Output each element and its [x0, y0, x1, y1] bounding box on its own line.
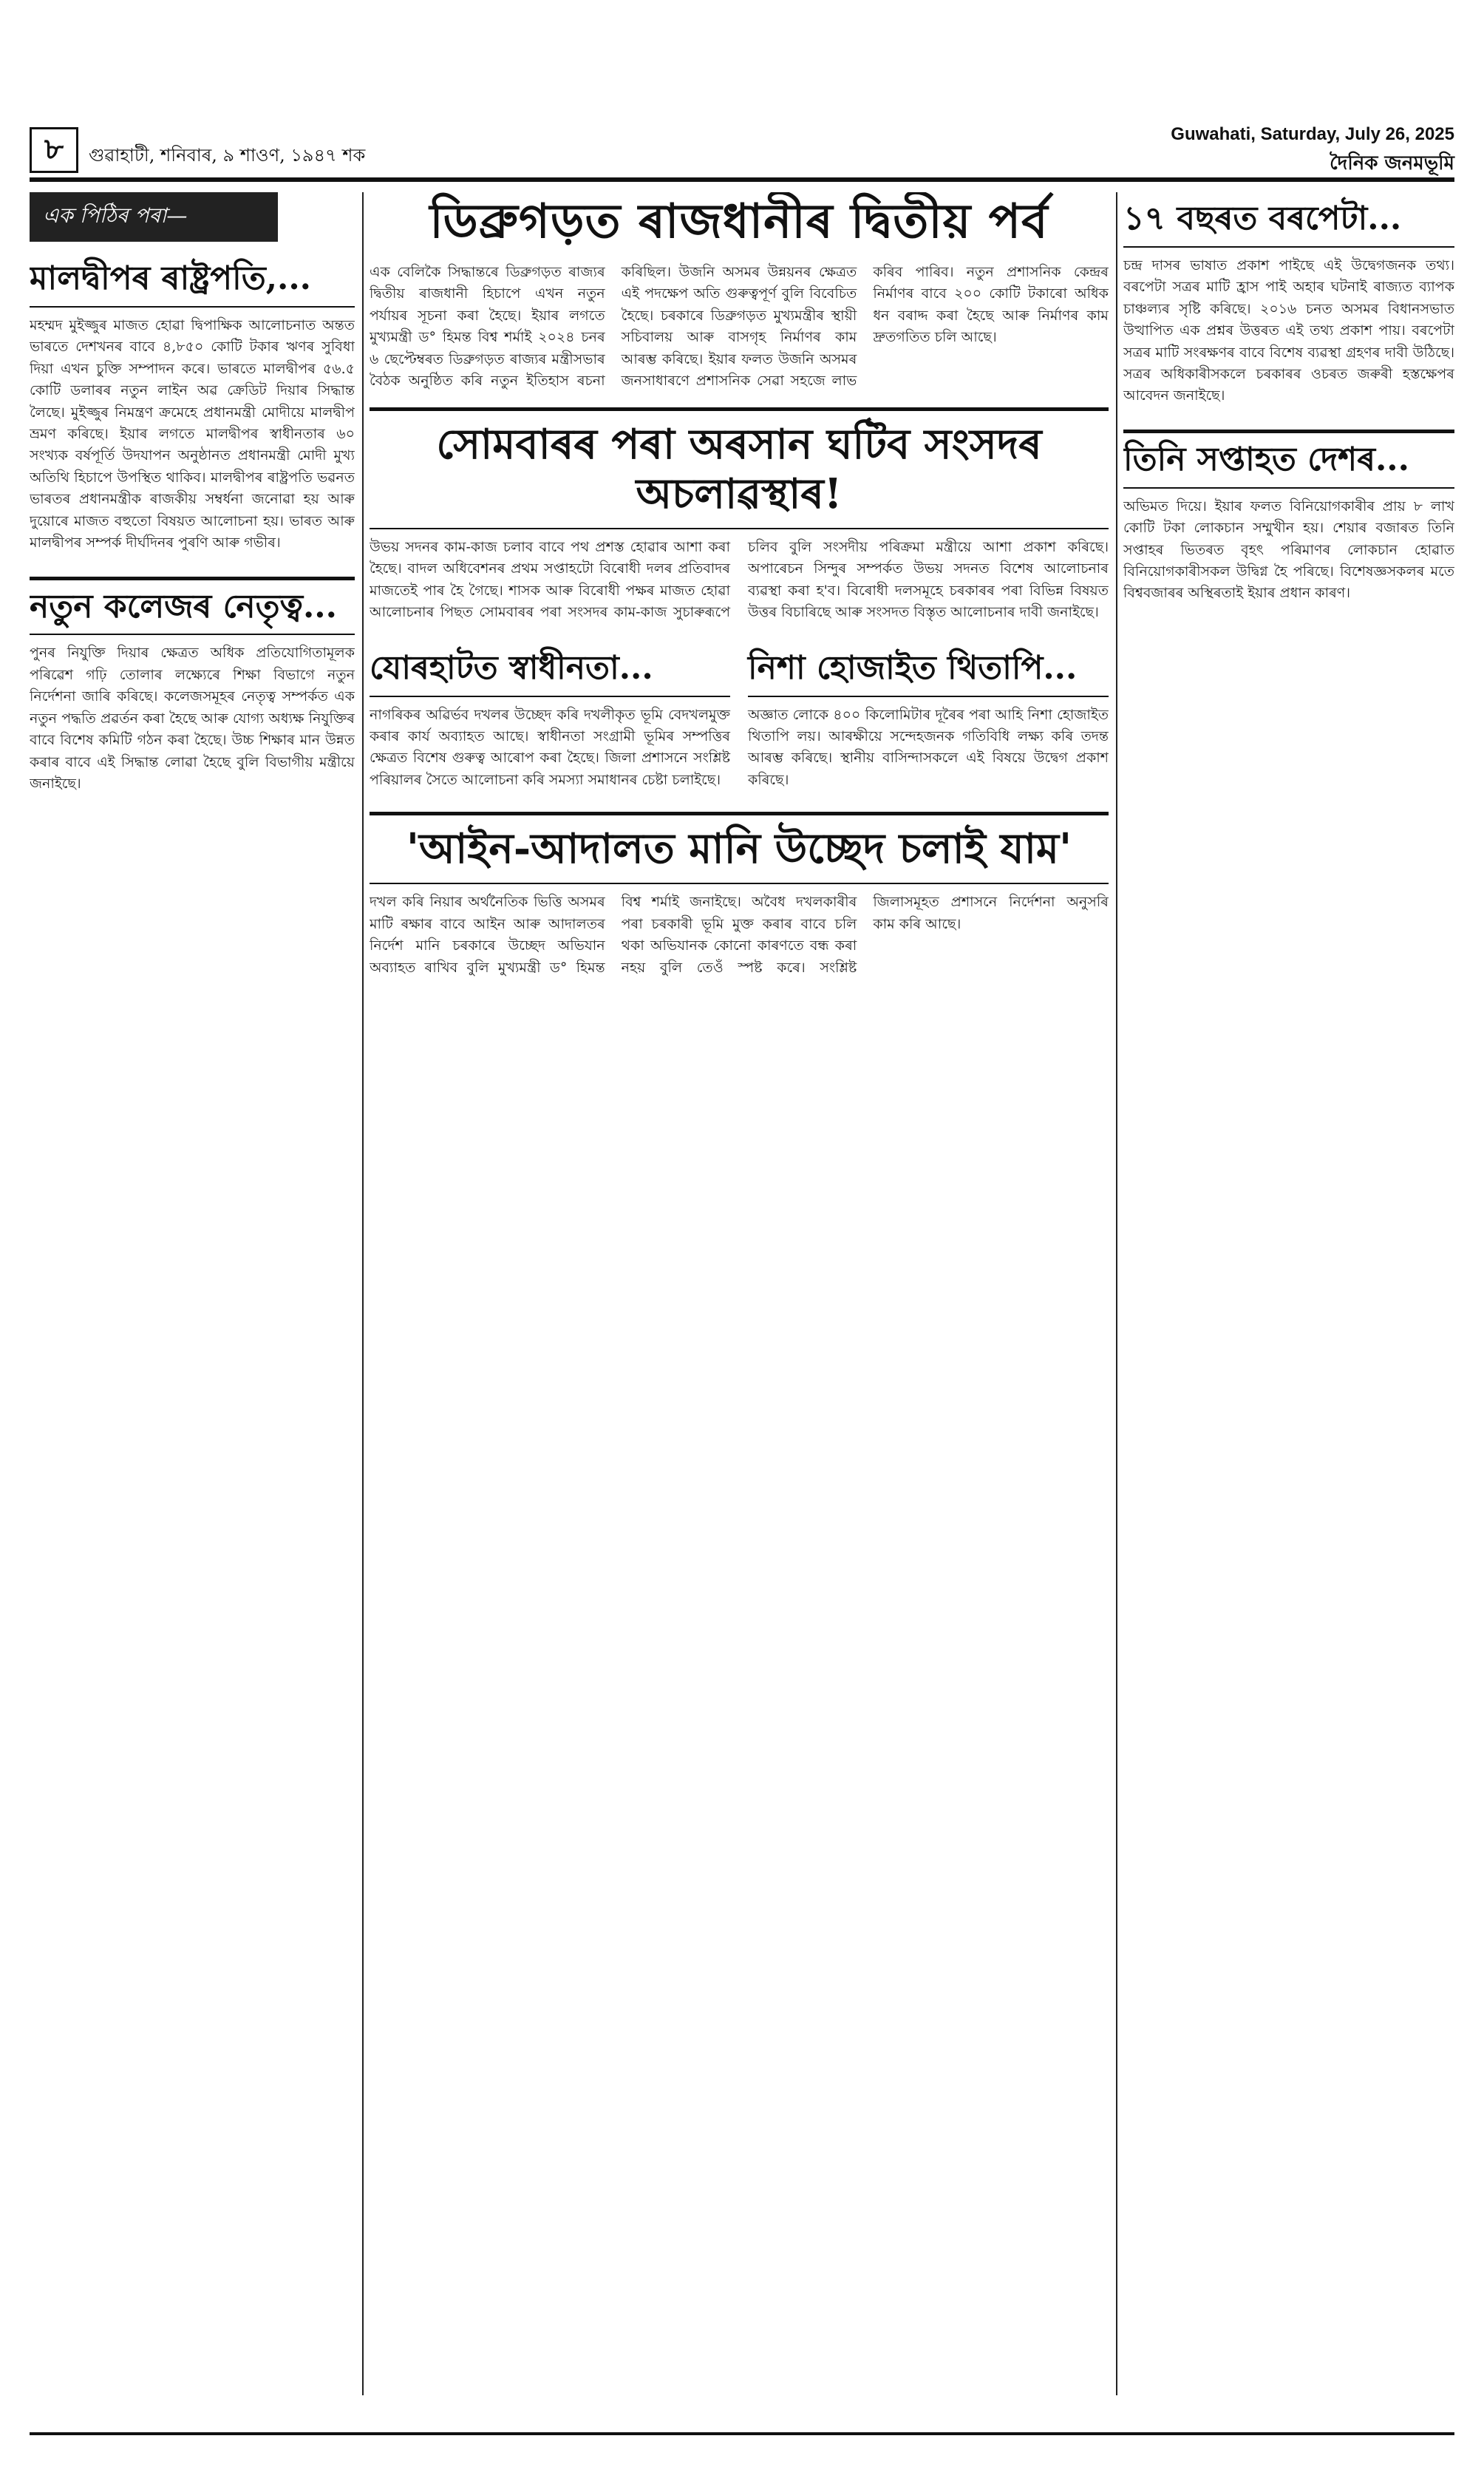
story-market-headline: তিনি সপ্তাহত দেশৰ...: [1123, 440, 1409, 478]
divider: [1123, 487, 1454, 489]
story-jorhat: [370, 642, 730, 798]
lead-body: এক বেলিকৈ সিদ্ধান্তৰে ডিব্ৰুগড়ত ৰাজ্যৰ দ্বিতীয় ৰাজধানী হিচাপে এখন নতুন পৰ্যায়ৰ সূচনা কৰা হৈছে। ইয়াৰ লগতে মুখ্যমন্ত্ৰী ড° হিমন্ত বিশ্ব শৰ্মাই ২০২৪ চনৰ ৬ ছেপ্টেম্বৰত ডিব্ৰুগড়ত ৰাজ্যৰ মন্ত্ৰীসভাৰ বৈঠক অনুষ্ঠিত কৰি নতুন ইতিহাস ৰচনা কৰিছিল। উজনি অসমৰ উন্নয়নৰ ক্ষেত্ৰত এই পদক্ষেপ অতি গুৰুত্বপূৰ্ণ বুলি বিবেচিত হৈছে। চৰকাৰে ডিব্ৰুগড়ত মুখ্যমন্ত্ৰীৰ স্থায়ী সচিবালয় আৰু বাসগৃহ নিৰ্মাণৰ কাম আৰম্ভ কৰিছে। ইয়াৰ ফলত উজনি অসমৰ জনসাধাৰণে প্ৰশাসনিক সেৱা সহজে লাভ কৰিব পাৰিব। নতুন প্ৰশাসনিক কেন্দ্ৰৰ নিৰ্মাণৰ বাবে ২০০ কোটি টকাৰো অধিক ধন বৰাদ্দ কৰা হৈছে আৰু নিৰ্মাণৰ কাম দ্ৰুতগতিত চলি আছে।: [370, 264, 1109, 390]
divider: [370, 407, 1109, 411]
divider: [30, 634, 355, 635]
column-divider: [1116, 192, 1117, 2395]
date-english: Guwahati, Saturday, July 26, 2025: [1171, 124, 1454, 144]
divider: [370, 696, 730, 697]
story-maldives-headline: মালদ্বীপৰ ৰাষ্ট্ৰপতি,...: [30, 259, 311, 297]
lead-body-columns: [370, 262, 1109, 393]
lead-headline: ডিব্ৰুগড়ত ৰাজধানীৰ দ্বিতীয় পৰ্ব: [429, 194, 1049, 249]
divider: [370, 883, 1109, 884]
story-college-body: পুনৰ নিযুক্তি দিয়াৰ ক্ষেত্ৰত অধিক প্ৰতিযোগিতামূলক পৰিৱেশ গঢ়ি তোলাৰ লক্ষ্যেৰে শিক্ষা বিভাগে নতুন নিৰ্দেশনা জাৰি কৰিছে। কলেজসমূহৰ নেতৃত্ব সম্পৰ্কত এক নতুন পদ্ধতি প্ৰৱৰ্তন কৰা হৈছে আৰু যোগ্য অধ্যক্ষ নিযুক্তিৰ বাবে বিশেষ কমিটি গঠন কৰা হৈছে। উচ্চ শিক্ষাৰ মান উন্নত কৰাৰ বাবে এই সিদ্ধান্ত লোৱা হৈছে বুলি বিভাগীয় মন্ত্ৰীয়ে জনাইছে।: [30, 645, 355, 793]
story-nisha: [748, 642, 1109, 798]
story-market-body: অভিমত দিয়ে। ইয়াৰ ফলত বিনিয়োগকাৰীৰ প্ৰায় ৮ লাখ কোটি টকা লোকচান সম্মুখীন হয়। শেয়াৰ বজাৰত তিনি সপ্তাহৰ ভিতৰত বৃহৎ পৰিমাণৰ লোকচান হোৱাত বিনিয়োগকাৰীসকল উদ্বিগ্ন হৈ পৰিছে। বিশেষজ্ঞসকলৰ মতে বিশ্ববজাৰৰ অস্থিৰতাই ইয়াৰ প্ৰধান কাৰণ।: [1123, 498, 1454, 602]
divider: [1123, 246, 1454, 248]
story-maldives-body: মহম্মদ মুইজ্জুৰ মাজত হোৱা দ্বিপাক্ষিক আলোচনাত অন্তত ভাৰতে দেশখনৰ বাবে ৪,৮৫০ কোটি টকাৰ ঋণৰ সুবিধা দিয়া এখন চুক্তি সম্পাদন কৰে। ভাৰতে মালদ্বীপৰ ৫৬.৫ কোটি ডলাৰৰ নতুন লাইন অৱ ক্ৰেডিট দিয়াৰ সিদ্ধান্ত লৈছে। মুইজ্জুৰ নিমন্ত্ৰণ ক্ৰমেহে প্ৰধানমন্ত্ৰী মোদীয়ে মালদ্বীপ ভ্ৰমণ কৰিছে। ইয়াৰ লগতে মালদ্বীপৰ স্বাধীনতাৰ ৬০ সংখ্যক বৰ্ষপূৰ্তি উদযাপন অনুষ্ঠানত প্ৰধানমন্ত্ৰী মোদী মুখ্য অতিথি হিচাপে উপস্থিত থাকিব। মালদ্বীপৰ ৰাষ্ট্ৰপতি ভৱনত ভাৰতৰ প্ৰধানমন্ত্ৰীক ৰাজকীয় সম্বৰ্ধনা জনোৱা হয় আৰু দুয়োৰে মাজত বহুতো বিষয়ত আলোচনা হয়। ভাৰত আৰু মালদ্বীপৰ সম্পৰ্ক দীৰ্ঘদিনৰ পুৰণি আৰু গভীৰ।: [30, 316, 355, 552]
continued-kicker: [30, 192, 278, 242]
story-nisha-body: অজ্ঞাত লোকে ৪০০ কিলোমিটাৰ দূৰৈৰ পৰা আহি নিশা হোজাইত থিতাপি লয়। আৰক্ষীয়ে সন্দেহজনক গতিবিধি লক্ষ্য কৰি তদন্ত আৰম্ভ কৰিছে। স্থানীয় বাসিন্দাসকলে এই বিষয়ে উদ্বেগ প্ৰকাশ কৰিছে।: [748, 706, 1109, 788]
mid-stories-row: [370, 642, 1109, 798]
divider: [370, 812, 1109, 815]
story-jorhat-body: নাগৰিকৰ অৱিৰ্ভব দখলৰ উচ্ছেদ কৰি দখলীকৃত ভূমি বেদখলমুক্ত কৰাৰ কাৰ্য অব্যাহত আছে। স্বাধীনতা সংগ্ৰামী ভূমিৰ সম্পত্তিৰ ক্ষেত্ৰত বিশেষ গুৰুত্ব আৰোপ কৰা হৈছে। জিলা প্ৰশাসনে সংশ্লিষ্ট পৰিয়ালৰ সৈতে আলোচনা কৰি সমস্যা সমাধানৰ চেষ্টা চলাইছে।: [370, 706, 730, 788]
story-parliament-columns: [370, 537, 1109, 627]
divider: [370, 528, 1109, 529]
story-law-headline: 'আইন-আদালত মানি উচ্ছেদ চলাই যাম': [406, 824, 1072, 874]
footer-rule: [30, 2432, 1454, 2435]
story-parliament-body: উভয় সদনৰ কাম-কাজ চলাব বাবে পথ প্ৰশস্ত হোৱাৰ আশা কৰা হৈছে। বাদল অধিবেশনৰ প্ৰথম সপ্তাহটো বিৰোধী দলৰ প্ৰতিবাদৰ মাজতেই পাৰ হৈ গৈছে। শাসক আৰু বিৰোধী পক্ষৰ মাজত হোৱা আলোচনাৰ পিছত সোমবাৰৰ পৰা সংসদৰ কাম-কাজ সুচাৰুৰূপে চলিব বুলি সংসদীয় পৰিক্ৰমা মন্ত্ৰীয়ে আশা প্ৰকাশ কৰিছে। অপাৰেচন সিন্দুৰ সম্পৰ্কত উভয় সদনত বিশেষ আলোচনাৰ ব্যৱস্থা কৰা হ'ব। বিৰোধী দলসমূহে চৰকাৰৰ পৰা বিভিন্ন বিষয়ত উত্তৰ বিচাৰিছে আৰু সংসদত বিস্তৃত আলোচনাৰ দাবী জনাইছে।: [370, 539, 1109, 621]
divider: [748, 696, 1109, 697]
paper-name: দৈনিক জনমভূমি: [1330, 152, 1454, 174]
date-assamese: গুৱাহাটী, শনিবাৰ, ৯ শাওণ, ১৯৪৭ শক: [89, 145, 366, 166]
divider: [30, 306, 355, 308]
story-parliament-headline: সোমবাৰৰ পৰা অৰসান ঘটিব সংসদৰ অচলাৱস্থাৰ!: [436, 419, 1042, 518]
story-nisha-headline: নিশা হোজাইত থিতাপি...: [748, 648, 1078, 687]
left-column: [30, 192, 355, 2410]
continued-kicker-text: এক পিঠিৰ পৰা—: [43, 203, 188, 228]
page-number: ৮: [30, 127, 78, 173]
right-column: [1123, 192, 1454, 2410]
story-college-headline: নতুন কলেজৰ নেতৃত্ব...: [30, 587, 337, 625]
masthead: [0, 0, 1484, 200]
masthead-rule: [30, 177, 1454, 182]
center-column: [370, 192, 1109, 2410]
story-barpeta-headline: ১৭ বছৰত বৰপেটা...: [1123, 200, 1402, 237]
divider: [30, 577, 355, 580]
divider: [1123, 430, 1454, 433]
story-law-columns: [370, 892, 1109, 979]
story-barpeta-body: চন্দ্ৰ দাসৰ ভাষাত প্ৰকাশ পাইছে এই উদ্বেগজনক তথ্য। বৰপেটা সত্ৰৰ মাটি হ্ৰাস পাই অহাৰ ঘটনাই ৰাজ্যত ব্যাপক চাঞ্চল্যৰ সৃষ্টি কৰিছে। ২০১৬ চনত অসমৰ বিধানসভাত উত্থাপিত এক প্ৰশ্নৰ উত্তৰত এই তথ্য প্ৰকাশ পায়। বৰপেটা সত্ৰৰ মাটি সংৰক্ষণৰ বাবে বিশেষ ব্যৱস্থা গ্ৰহণৰ দাবী উঠিছে। সত্ৰৰ অধিকাৰীসকলে চৰকাৰৰ ওচৰত জৰুৰী হস্তক্ষেপৰ আবেদন জনাইছে।: [1123, 257, 1454, 404]
story-jorhat-headline: যোৰহাটত স্বাধীনতা...: [370, 648, 653, 687]
column-divider: [362, 192, 364, 2395]
story-law-body: দখল কৰি নিয়াৰ অৰ্থনৈতিক ভিত্তি অসমৰ মাটি ৰক্ষাৰ বাবে আইন আৰু আদালতৰ নিৰ্দেশ মানি চৰকাৰে উচ্ছেদ অভিযান অব্যাহত ৰাখিব বুলি মুখ্যমন্ত্ৰী ড° হিমন্ত বিশ্ব শৰ্মাই জনাইছে। অবৈধ দখলকাৰীৰ পৰা চৰকাৰী ভূমি মুক্ত কৰাৰ বাবে চলি থকা অভিযানক কোনো কাৰণতে বন্ধ কৰা নহয় বুলি তেওঁ স্পষ্ট কৰে। সংশ্লিষ্ট জিলাসমূহত প্ৰশাসনে নিৰ্দেশনা অনুসৰি কাম কৰি আছে।: [370, 894, 1109, 976]
